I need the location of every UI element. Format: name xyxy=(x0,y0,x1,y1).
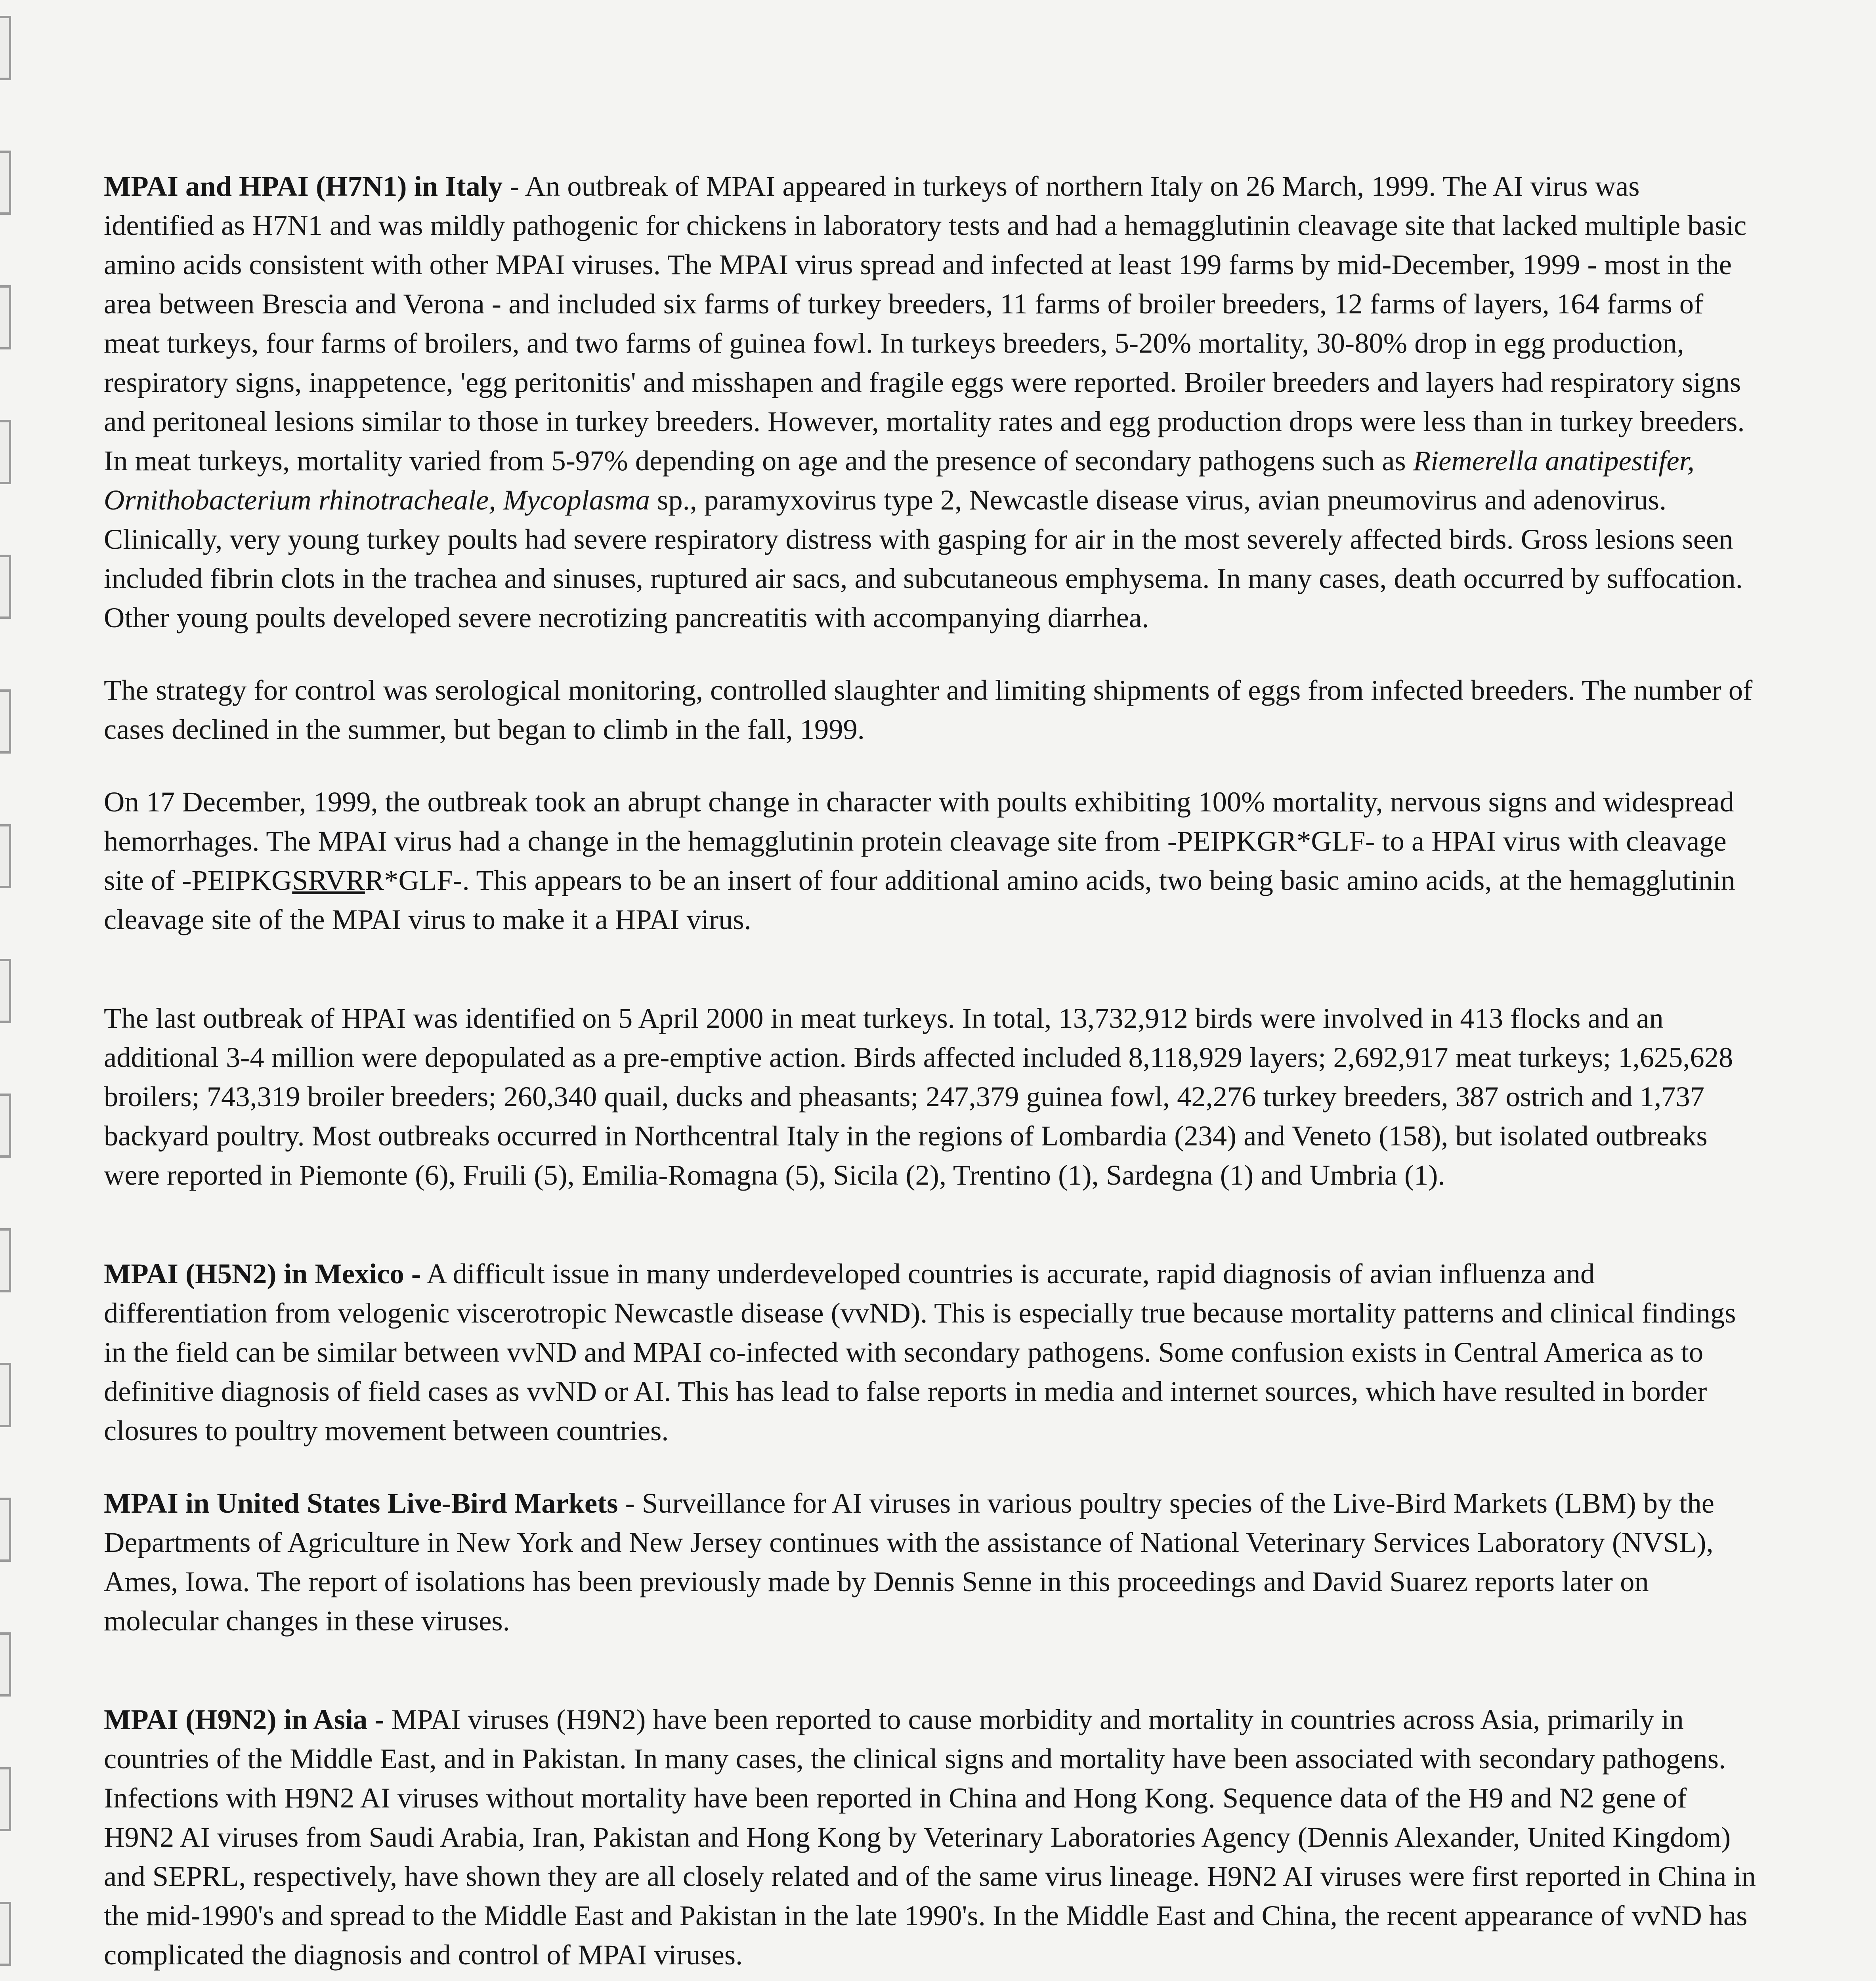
binder-tick xyxy=(0,1632,11,1697)
binder-tick xyxy=(0,16,11,80)
asia-text: MPAI viruses (H9N2) have been reported to cause morbidity and mortality in countries across Asia, primarily in countries of the Middle East, and in Pakistan. In many cases, the clinical signs and mortality have been associated with secondary pathogens. Infections with H9N2 AI viruses without mortality have been reported in China and Hong Kong. Sequence data of the H9 and N2 gene of H9N2 AI viruses from Saudi Arabia, Iran, Pakistan and Hong Kong by Veterinary Laboratories Agency (Dennis Alexander, United Kingdom) and SEPRL, respectively, have shown they are all closely related and of the same virus lineage. H9N2 AI viruses were first reported in China in the mid-1990's and spread to the Middle East and Pakistan in the late 1990's. In the Middle East and China, the recent appearance of vvND has complicated the diagnosis and control of MPAI viruses. xyxy=(104,1703,1756,1971)
binder-tick xyxy=(0,1498,11,1562)
page-body xyxy=(104,166,1756,1981)
binder-tick xyxy=(0,1094,11,1158)
binder-tick xyxy=(0,959,11,1023)
italy-paragraph-4: The last outbreak of HPAI was identified on 5 April 2000 in meat turkeys. In total, 13,732,912 birds were involved in 413 flocks and an additional 3-4 million were depopulated as a pre-emptive action. Birds affected included 8,118,929 layers; 2,692,917 meat turkeys; 1,625,628 broilers; 743,319 broiler breeders; 260,340 quail, ducks and pheasants; 247,379 guinea fowl, 42,276 turkey breeders, 387 ostrich and 1,737 backyard poultry. Most outbreaks occurred in Northcentral Italy in the regions of Lombardia (234) and Veneto (158), but isolated outbreaks were reported in Piemonte (6), Fruili (5), Emilia-Romagna (5), Sicila (2), Trentino (1), Sardegna (1) and Umbria (1). xyxy=(104,1002,1733,1191)
italy-text: An outbreak of MPAI appeared in turkeys of northern Italy on 26 March, 1999. The AI virus was identified as H7N1 and was mildly pathogenic for chickens in laboratory tests and had a hemagglutinin cleavage site that lacked multiple basic amino acids consistent with other MPAI viruses. The MPAI virus spread and infected at least 199 farms by mid-December, 1999 - most in the area between Brescia and Verona - and included six farms of turkey breeders, 11 farms of broiler breeders, 12 farms of layers, 164 farms of meat turkeys, four farms of broilers, and two farms of guinea fowl. In turkeys breeders, 5-20% mortality, 30-80% drop in egg production, respiratory signs, inappetence, 'egg peritonitis' and misshapen and fragile eggs were reported. Broiler breeders and layers had respiratory signs and peritoneal lesions similar to those in turkey breeders. However, mortality rates and egg production drops were less than in turkey breeders. In meat turkeys, mortality varied from 5-97% depending on age and the presence of secondary pathogens such as xyxy=(104,170,1747,477)
italy-heading: MPAI and HPAI (H7N1) in Italy - xyxy=(104,170,520,202)
mexico-paragraph xyxy=(104,1254,1756,1450)
italy-paragraph-2: The strategy for control was serological monitoring, controlled slaughter and limiting shipments of eggs from infected breeders. The number of cases declined in the summer, but began to climb in the fall, 1999. xyxy=(104,674,1753,745)
binder-tick xyxy=(0,1228,11,1292)
italy-p3-text: On 17 December, 1999, the outbreak took an abrupt change in character with poults exhibiting 100% mortality, nervous signs and widespread hemorrhages. The MPAI virus had a change in the hemagglutinin protein cleavage site from -PEIPKGR*GLF- to a HPAI virus with cleavage site of -PEIPKG xyxy=(104,786,1734,896)
italy-paragraph-1 xyxy=(104,166,1756,637)
binder-tick xyxy=(0,1767,11,1831)
binder-tick xyxy=(0,824,11,888)
usa-text: Surveillance for AI viruses in various poultry species of the Live-Bird Markets (LBM) by the Departments of Agriculture in New York and New Jersey continues with the assistance of National Veterinary Services Laboratory (NVSL), Ames, Iowa. The report of isolations has been previously made by Dennis Senne in this proceedings and David Suarez reports later on molecular changes in these viruses. xyxy=(104,1487,1714,1637)
binder-tick xyxy=(0,1363,11,1427)
italy-text-cont: sp., paramyxovirus type 2, Newcastle disease virus, avian pneumovirus and adenovirus. Clinically, very young turkey poults had severe respiratory distress with gasping for air in the most severely affected birds. Gross lesions seen included fibrin clots in the trachea and sinuses, ruptured air sacs, and subcutaneous emphysema. In many cases, death occurred by suffocation. Other young poults developed severe necrotizing pancreatitis with accompanying diarrhea. xyxy=(104,484,1743,634)
binder-tick xyxy=(0,151,11,215)
cleavage-insert-underlined: SRVR xyxy=(292,864,365,896)
asia-heading: MPAI (H9N2) in Asia - xyxy=(104,1703,384,1735)
binder-tick xyxy=(0,1902,11,1966)
binder-edge xyxy=(0,0,24,1981)
asia-paragraph xyxy=(104,1700,1756,1974)
mexico-text: A difficult issue in many underdeveloped countries is accurate, rapid diagnosis of avian influenza and differentiation from velogenic viscerotropic Newcastle disease (vvND). This is especially true because mortality patterns and clinical findings in the field can be similar between vvND and MPAI co-infected with secondary pathogens. Some confusion exists in Central America as to definitive diagnosis of field cases as vvND or AI. This has lead to false reports in media and internet sources, which have resulted in border closures to poultry movement between countries. xyxy=(104,1258,1736,1447)
italy-paragraph-3 xyxy=(104,782,1756,939)
mexico-heading: MPAI (H5N2) in Mexico - xyxy=(104,1258,421,1290)
usa-heading: MPAI in United States Live-Bird Markets - xyxy=(104,1487,635,1519)
usa-paragraph xyxy=(104,1483,1756,1640)
binder-tick xyxy=(0,689,11,754)
italy-species-italic: Riemerella anatipestifer, Ornithobacterium rhinotracheale, Mycoplasma xyxy=(104,445,1695,516)
binder-tick xyxy=(0,555,11,619)
binder-tick xyxy=(0,420,11,484)
binder-tick xyxy=(0,285,11,349)
italy-p3-text-cont: R*GLF-. This appears to be an insert of four additional amino acids, two being basic amino acids, at the hemagglutinin cleavage site of the MPAI virus to make it a HPAI virus. xyxy=(104,864,1735,935)
